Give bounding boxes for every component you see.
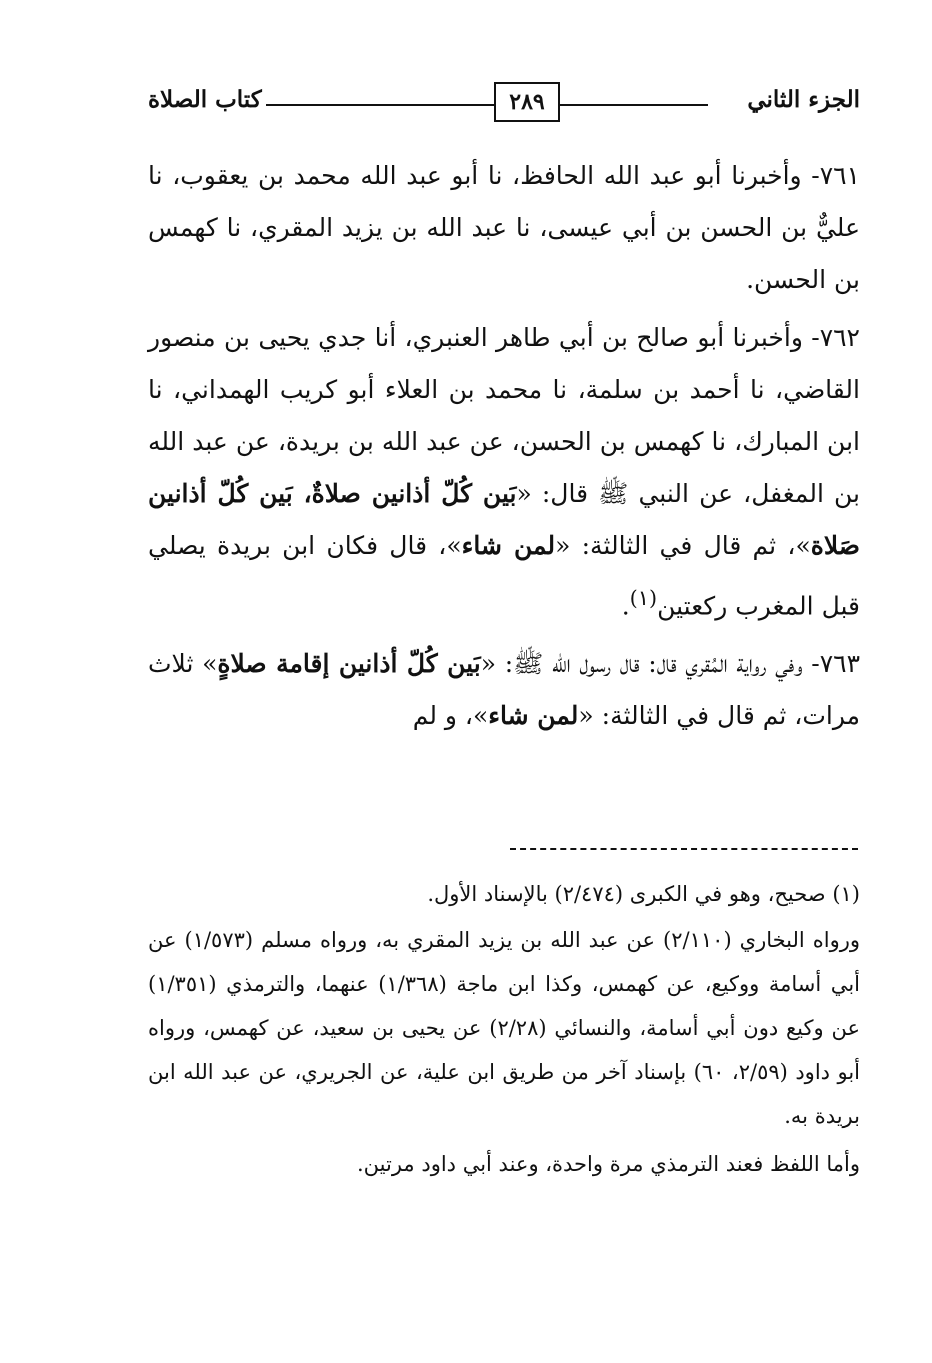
page-header xyxy=(148,74,860,134)
hadith-762 xyxy=(148,312,860,632)
hadith-763-text-a: ٧٦٣- وفي رواية المُقري قال: قال رسول الله ﷺ: « xyxy=(480,649,861,679)
hadith-762-quote-1: بَين كُلّ أذانين صلاةٌ، بَين كُلّ أذانين صَلاة xyxy=(148,479,860,560)
footnote-1-sources: ورواه البخاري (٢/١١٠) عن عبد الله بن يزيد المقري به، ورواه مسلم (١/٥٧٣) عن أبي أسامة ووكيع، عن كهمس، وكذا ابن ماجة (١/٣٦٨) عنهما، والترمذي (١/٣٥١) عن وكيع دون أبي أسامة، والنسائي (٢/٢٨) عن يحيى بن سعيد، عن كهمس، ورواه أبو داود (٢/٥٩، ٦٠) بإسناد آخر من طريق ابن علية، عن الجريري، عن عبد الله ابن بريدة به. xyxy=(148,928,861,1128)
hadith-762-text-c: »، قال فكان ابن بريدة يصلي قبل المغرب ركعتين xyxy=(148,531,860,621)
book-title: كتاب الصلاة xyxy=(148,86,262,113)
main-text xyxy=(148,150,860,748)
hadith-763-quote-1: بَين كُلّ أذانين إقامة صلاةٍ xyxy=(217,649,481,679)
hadith-762-text-a: ٧٦٢- وأخبرنا أبو صالح بن أبي طاهر العنبري، أنا جدي يحيى بن منصور القاضي، نا أحمد بن سلمة، نا محمد بن العلاء أبو كريب الهمداني، نا ابن المبارك، نا كهمس بن الحسن، عن عبد الله بن بريدة، عن عبد الله بن المغفل، عن النبي ﷺ قال: « xyxy=(148,323,860,508)
hadith-762-quote-2: لمن شاء xyxy=(461,531,556,560)
part-title: الجزء الثاني xyxy=(747,86,860,113)
hadith-763 xyxy=(148,638,860,742)
hadith-763-text-b: » ثلاث مرات، ثم قال في الثالثة: « xyxy=(148,649,860,731)
footnotes xyxy=(148,872,860,1188)
footnote-reference: (١) xyxy=(629,586,658,610)
hadith-763-text-c: »، و لم xyxy=(412,701,489,731)
page-number: ٢٨٩ xyxy=(494,82,560,122)
header-rule-left xyxy=(266,104,494,106)
footnote-1-wording: وأما اللفظ فعند الترمذي مرة واحدة، وعند أبي داود مرتين. xyxy=(356,1152,860,1176)
hadith-762-text-b: »، ثم قال في الثالثة: « xyxy=(555,531,811,560)
footnote-1: (١) صحيح، وهو في الكبرى (٢/٤٧٤) بالإسناد الأول. xyxy=(427,882,860,906)
hadith-763-quote-2: لمن شاء xyxy=(488,701,579,731)
hadith-761: ٧٦١- وأخبرنا أبو عبد الله الحافظ، نا أبو عبد الله محمد بن يعقوب، نا عليٌّ بن الحسن بن أبي عيسى، نا عبد الله بن يزيد المقري، نا كهمس بن الحسن. xyxy=(148,161,860,294)
header-rule-right xyxy=(558,104,708,106)
footnote-divider xyxy=(510,848,858,850)
hadith-762-end: . xyxy=(621,591,630,621)
